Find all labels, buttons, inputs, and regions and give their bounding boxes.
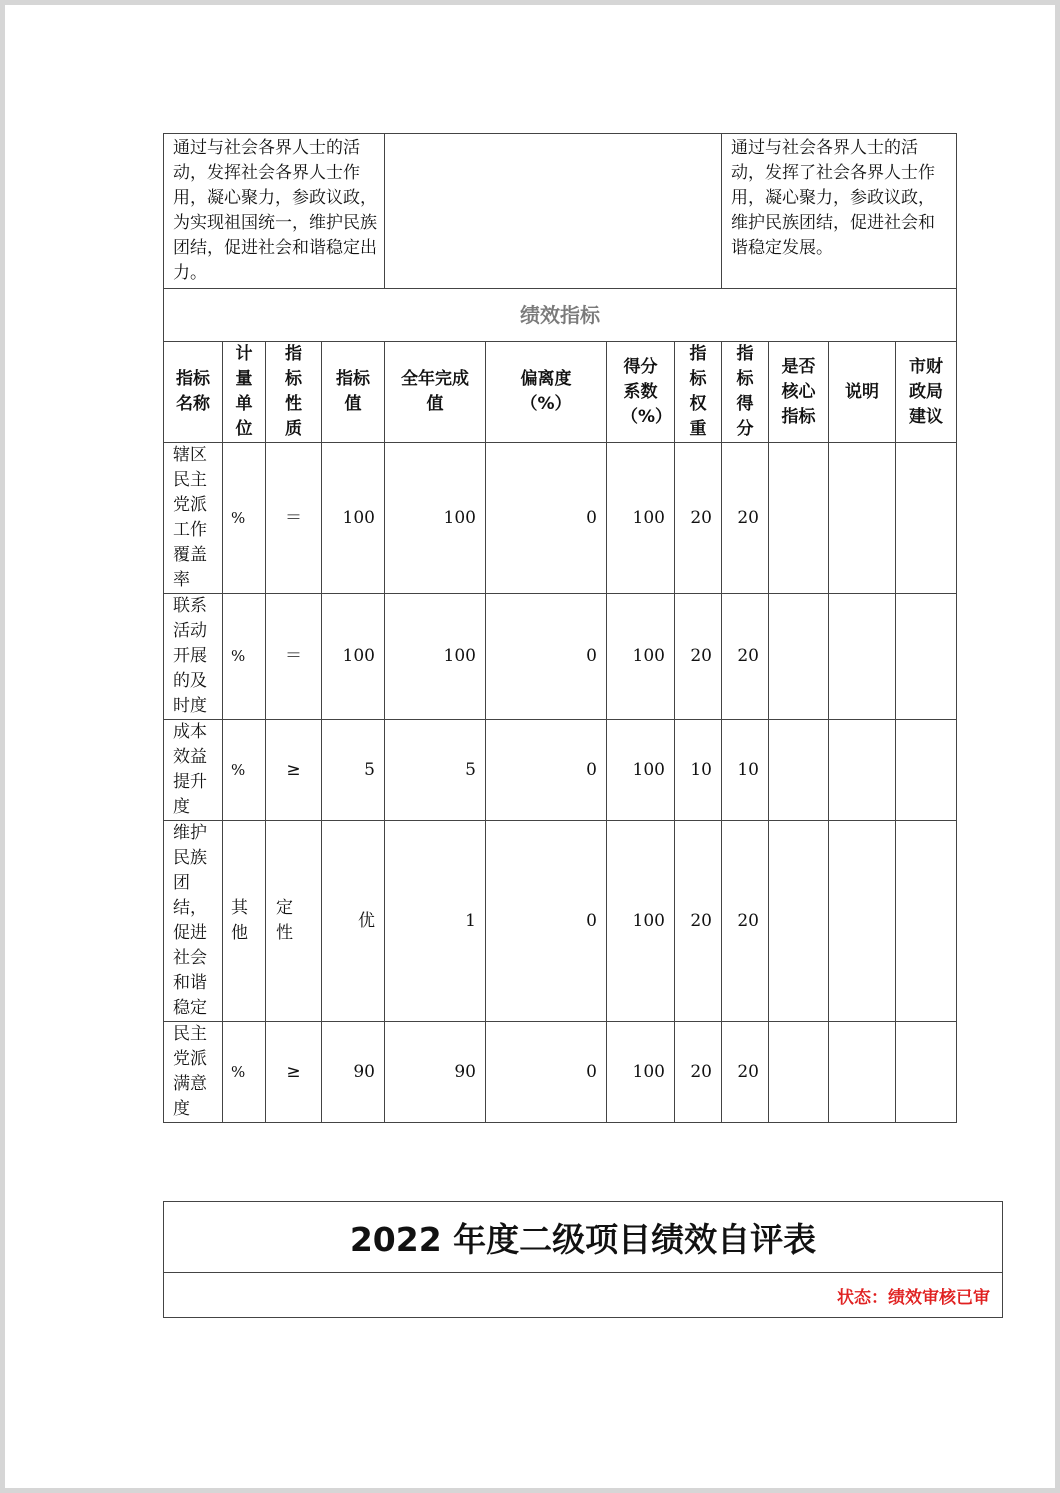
indicator-value: 5 <box>322 720 385 821</box>
table-row <box>164 443 957 594</box>
goal-row <box>164 134 957 289</box>
indicator-weight: 20 <box>675 1022 722 1123</box>
performance-table <box>163 133 957 1123</box>
indicator-note <box>829 821 896 1022</box>
indicator-coefficient: 100 <box>607 443 675 594</box>
indicator-unit: % <box>223 720 266 821</box>
indicator-core <box>769 720 829 821</box>
status-badge: 状态：绩效审核已审 <box>837 1287 990 1308</box>
indicator-nature: ＝ <box>266 443 322 594</box>
header-advice: 市财政局建议 <box>896 342 957 443</box>
indicator-name: 联系活动开展的及时度 <box>164 594 223 720</box>
header-coefficient: 得分系数（%） <box>607 342 675 443</box>
indicator-unit: % <box>223 1022 266 1123</box>
header-core: 是否核心指标 <box>769 342 829 443</box>
indicator-completed: 5 <box>385 720 486 821</box>
header-weight: 指标权重 <box>675 342 722 443</box>
indicator-unit: % <box>223 594 266 720</box>
table-row <box>164 821 957 1022</box>
document-page <box>5 5 1055 1488</box>
indicator-nature: ＝ <box>266 594 322 720</box>
indicator-unit: % <box>223 443 266 594</box>
indicator-deviation: 0 <box>486 720 607 821</box>
indicator-deviation: 0 <box>486 1022 607 1123</box>
indicator-coefficient: 100 <box>607 594 675 720</box>
indicator-value: 100 <box>322 594 385 720</box>
indicator-note <box>829 594 896 720</box>
table-row <box>164 1022 957 1123</box>
table-row <box>164 594 957 720</box>
indicator-completed: 1 <box>385 821 486 1022</box>
self-evaluation-form-header <box>163 1201 1003 1318</box>
indicator-nature: ≥ <box>266 1022 322 1123</box>
indicator-coefficient: 100 <box>607 821 675 1022</box>
header-completed: 全年完成值 <box>385 342 486 443</box>
completion-cell: 通过与社会各界人士的活动，发挥了社会各界人士作用，凝心聚力，参政议政，维护民族团结，促进社会和谐稳定发展。 <box>722 134 957 289</box>
indicator-note <box>829 720 896 821</box>
section-title: 绩效指标 <box>164 289 957 342</box>
indicator-completed: 90 <box>385 1022 486 1123</box>
indicator-note <box>829 443 896 594</box>
table-row <box>164 720 957 821</box>
indicator-completed: 100 <box>385 594 486 720</box>
indicator-core <box>769 594 829 720</box>
indicator-deviation: 0 <box>486 443 607 594</box>
indicator-name: 维护民族团结，促进社会和谐稳定 <box>164 821 223 1022</box>
indicator-weight: 20 <box>675 594 722 720</box>
indicator-completed: 100 <box>385 443 486 594</box>
indicator-value: 100 <box>322 443 385 594</box>
indicator-score: 10 <box>722 720 769 821</box>
header-deviation: 偏离度（%） <box>486 342 607 443</box>
header-score: 指标得分 <box>722 342 769 443</box>
indicator-core <box>769 443 829 594</box>
form-title: 2022 年度二级项目绩效自评表 <box>164 1202 1002 1273</box>
indicator-value: 90 <box>322 1022 385 1123</box>
indicator-nature: 定性 <box>266 821 322 1022</box>
indicator-advice <box>896 821 957 1022</box>
indicator-score: 20 <box>722 443 769 594</box>
indicator-advice <box>896 594 957 720</box>
indicator-core <box>769 1022 829 1123</box>
header-note: 说明 <box>829 342 896 443</box>
header-unit: 计量单位 <box>223 342 266 443</box>
indicator-weight: 20 <box>675 443 722 594</box>
indicator-unit: 其他 <box>223 821 266 1022</box>
indicator-note <box>829 1022 896 1123</box>
indicator-name: 辖区民主党派工作覆盖率 <box>164 443 223 594</box>
annual-target-cell: 通过与社会各界人士的活动，发挥社会各界人士作用，凝心聚力，参政议政，为实现祖国统一，维护民族团结，促进社会和谐稳定出力。 <box>164 134 385 289</box>
indicator-weight: 20 <box>675 821 722 1022</box>
indicator-advice <box>896 1022 957 1123</box>
indicator-score: 20 <box>722 1022 769 1123</box>
indicator-core <box>769 821 829 1022</box>
indicator-nature: ≥ <box>266 720 322 821</box>
indicator-coefficient: 100 <box>607 720 675 821</box>
indicator-name: 民主党派满意度 <box>164 1022 223 1123</box>
indicator-advice <box>896 720 957 821</box>
header-row <box>164 342 957 443</box>
actual-cell <box>385 134 722 289</box>
header-name: 指标名称 <box>164 342 223 443</box>
section-title-row <box>164 289 957 342</box>
header-nature: 指标性质 <box>266 342 322 443</box>
indicator-weight: 10 <box>675 720 722 821</box>
indicator-name: 成本效益提升度 <box>164 720 223 821</box>
indicator-score: 20 <box>722 594 769 720</box>
indicator-value: 优 <box>322 821 385 1022</box>
indicator-deviation: 0 <box>486 821 607 1022</box>
header-value: 指标值 <box>322 342 385 443</box>
indicator-coefficient: 100 <box>607 1022 675 1123</box>
indicator-score: 20 <box>722 821 769 1022</box>
indicator-deviation: 0 <box>486 594 607 720</box>
indicator-advice <box>896 443 957 594</box>
